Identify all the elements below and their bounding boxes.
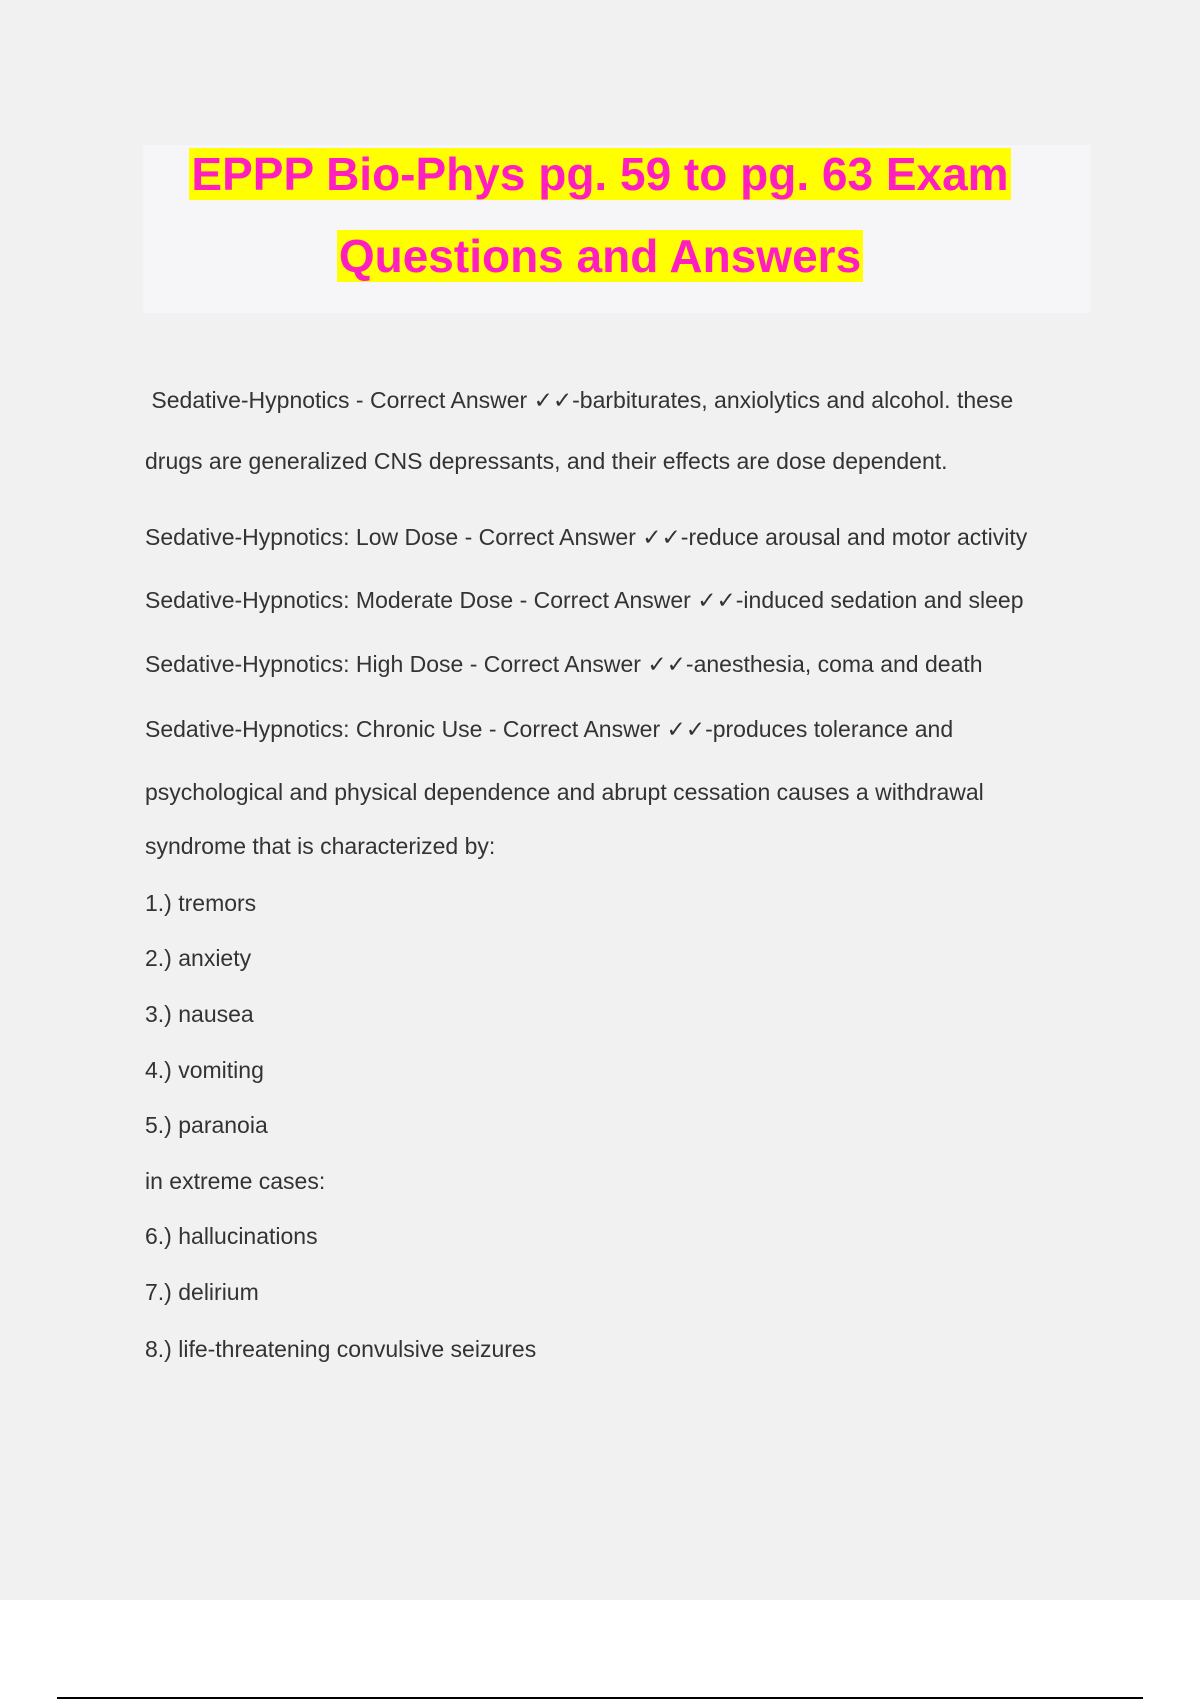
list-item: 1.) tremors [145, 890, 257, 916]
document-title-line-1: EPPP Bio-Phys pg. 59 to pg. 63 Exam [191, 148, 1009, 200]
body-line: Sedative-Hypnotics: High Dose - Correct Answer ✓✓-anesthesia, coma and death [145, 651, 983, 677]
body-line: Sedative-Hypnotics - Correct Answer ✓✓-barbiturates, anxiolytics and alcohol. these [145, 387, 1014, 413]
footer-rule [57, 1697, 1143, 1699]
list-item: 3.) nausea [145, 1001, 254, 1027]
body-line: syndrome that is characterized by: [145, 833, 496, 859]
list-item: 8.) life-threatening convulsive seizures [145, 1336, 537, 1362]
body-line: Sedative-Hypnotics: Moderate Dose - Correct Answer ✓✓-induced sedation and sleep [145, 587, 1024, 613]
list-item: 6.) hallucinations [145, 1223, 318, 1249]
body-line: drugs are generalized CNS depressants, and their effects are dose dependent. [145, 448, 948, 474]
body-line: Sedative-Hypnotics: Low Dose - Correct Answer ✓✓-reduce arousal and motor activity [145, 524, 1028, 550]
body-line: psychological and physical dependence and abrupt cessation causes a withdrawal [145, 779, 984, 805]
list-item: 2.) anxiety [145, 945, 252, 971]
list-item: 4.) vomiting [145, 1057, 264, 1083]
list-item: 5.) paranoia [145, 1112, 268, 1138]
list-item: 7.) delirium [145, 1279, 259, 1305]
document-title-line-2: Questions and Answers [338, 230, 862, 282]
body-line: in extreme cases: [145, 1168, 326, 1194]
body-line: Sedative-Hypnotics: Chronic Use - Correct Answer ✓✓-produces tolerance and [145, 716, 954, 742]
